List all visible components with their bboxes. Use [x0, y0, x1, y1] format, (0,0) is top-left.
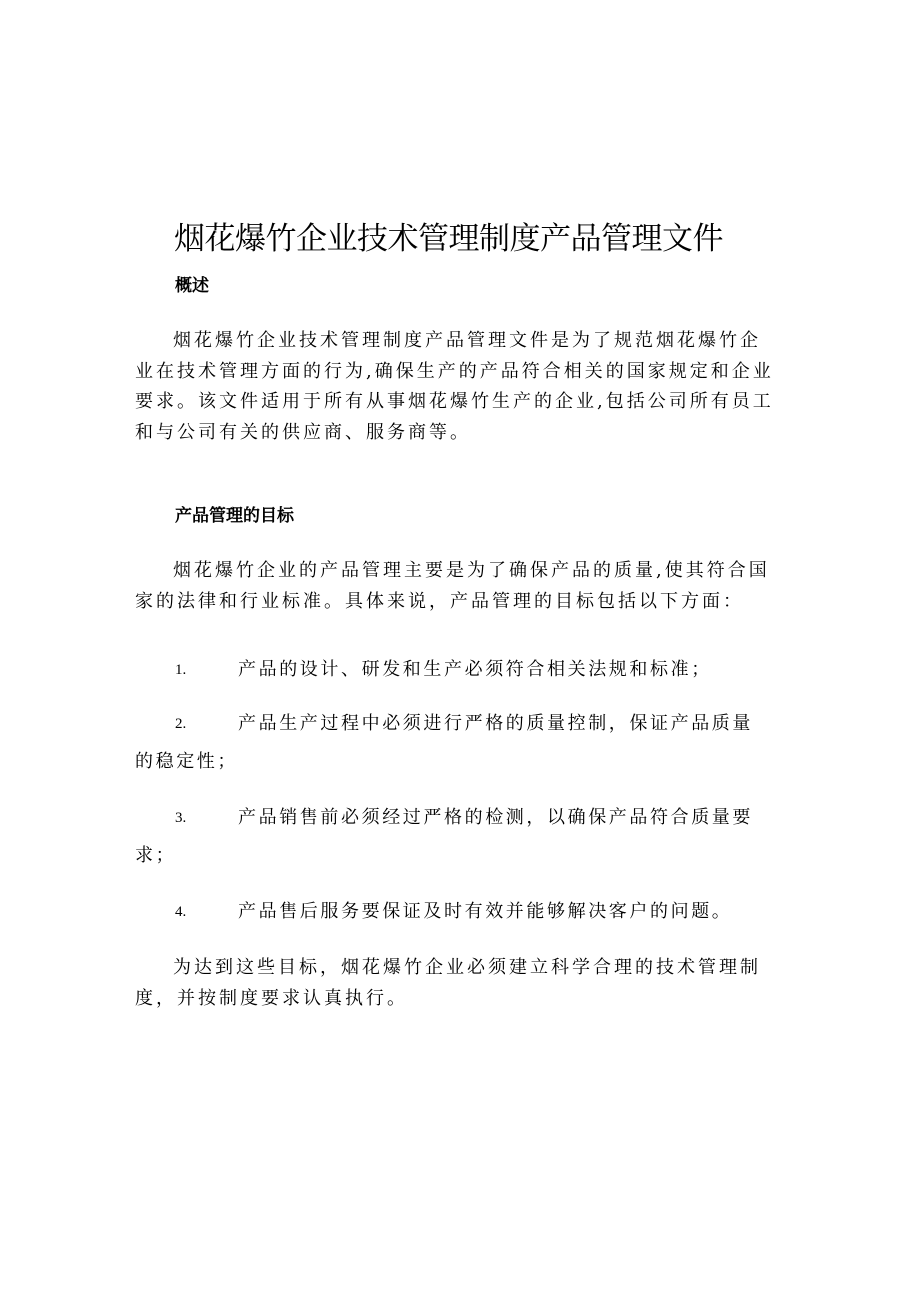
- document-title: 烟花爆竹企业技术管理制度产品管理文件: [174, 221, 723, 257]
- section-heading-goals: 产品管理的目标: [175, 506, 294, 526]
- goals-conclusion-paragraph: 为达到这些目标，烟花爆竹企业必须建立科学合理的技术管理制度，并按制度要求认真执行。: [135, 957, 761, 1009]
- goals-intro-paragraph: 烟花爆竹企业的产品管理主要是为了确保产品的质量,使其符合国家的法律和行业标准。具体来说，产品管理的目标包括以下方面：: [135, 560, 770, 612]
- list-number: 1.: [175, 662, 187, 678]
- list-item-text-continued: 的稳定性；: [135, 751, 238, 772]
- goal-list-item-4: [135, 893, 775, 931]
- list-item-text: 产品生产过程中必须进行严格的质量控制，保证产品质量: [238, 713, 753, 734]
- list-number: 3.: [175, 810, 187, 826]
- goal-list-item-2: [135, 705, 775, 781]
- list-item-text: 产品售后服务要保证及时有效并能够解决客户的问题。: [238, 901, 733, 922]
- list-item-text: 产品销售前必须经过严格的检测，以确保产品符合质量要: [238, 807, 753, 828]
- overview-paragraph: 烟花爆竹企业技术管理制度产品管理文件是为了规范烟花爆竹企业在技术管理方面的行为,确保生产的产品符合相关的国家规定和企业要求。该文件适用于所有从事烟花爆竹生产的企业,包括公司所有员工和与公司有关的供应商、服务商等。: [135, 330, 774, 443]
- list-item-text: 产品的设计、研发和生产必须符合相关法规和标准；: [238, 659, 712, 680]
- goal-list-item-1: [135, 651, 775, 689]
- section-heading-overview: 概述: [175, 276, 209, 296]
- list-item-text-continued: 求；: [135, 845, 177, 866]
- list-number: 2.: [175, 716, 187, 732]
- list-number: 4.: [175, 904, 187, 920]
- goal-list-item-3: [135, 799, 775, 875]
